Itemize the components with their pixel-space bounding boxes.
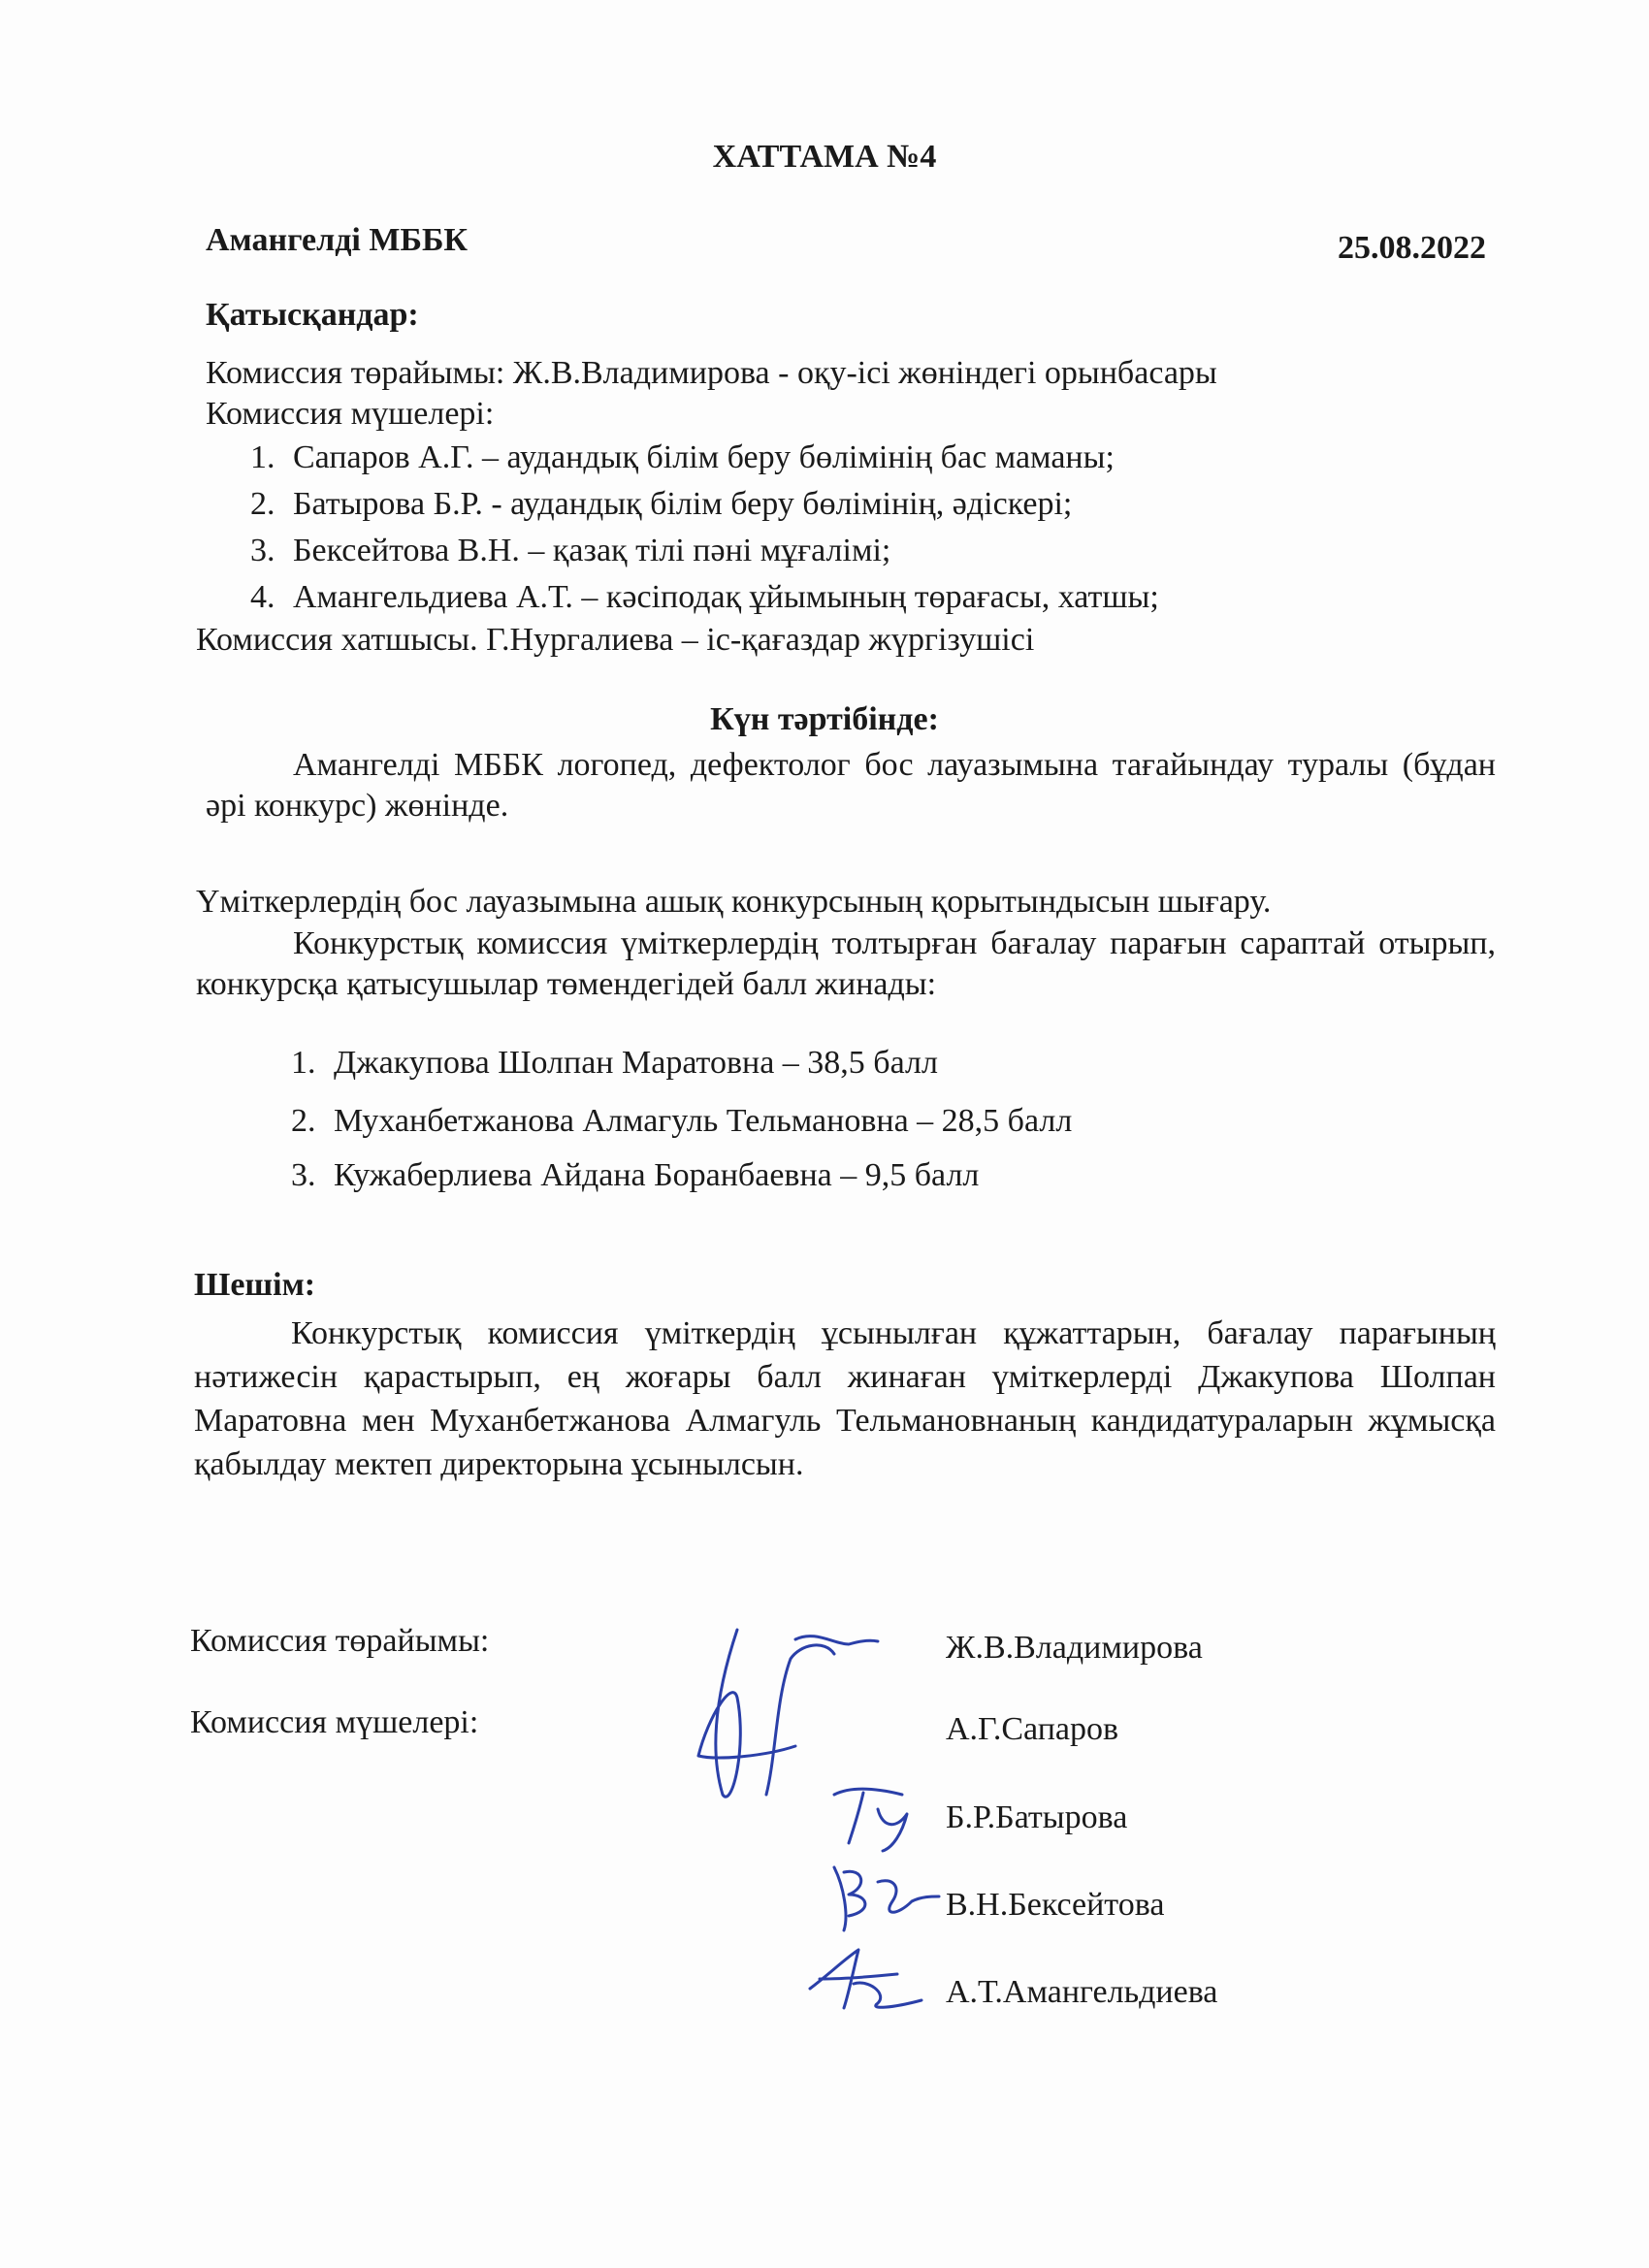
list-item-number: 4. (250, 579, 275, 615)
list-item-text: Муханбетжанова Алмагуль Тельмановна – 28,5 балл (334, 1103, 1073, 1139)
list-item-number: 3. (291, 1157, 316, 1193)
signatory-name: Ж.В.Владимирова (946, 1630, 1203, 1666)
organization-name: Амангелді МББК (206, 222, 469, 258)
signature-member-3-image (800, 1940, 936, 2018)
signature-member-1-image (824, 1775, 941, 1853)
list-item-text: Батырова Б.Р. - аудандық білім беру бөлімінің, әдіскері; (293, 486, 1073, 522)
signatory-name: А.Т.Амангельдиева (946, 1974, 1218, 2010)
commission-chair-line: Комиссия төрайымы: Ж.В.Владимирова - оқу-ісі жөніндегі орынбасары (206, 355, 1217, 391)
signatory-name: А.Г.Сапаров (946, 1711, 1119, 1747)
signatory-name: В.Н.Бексейтова (946, 1887, 1165, 1923)
list-item (250, 485, 1072, 524)
list-item-number: 2. (291, 1103, 316, 1139)
signature-member-2-image (824, 1858, 941, 1935)
document-title: ХАТТАМА №4 (712, 139, 937, 175)
list-item-number: 1. (250, 439, 275, 475)
signature-members-label: Комиссия мүшелері: (190, 1704, 479, 1740)
list-item (250, 438, 1115, 477)
list-item-text: Кужаберлиева Айдана Боранбаевна – 9,5 балл (334, 1157, 980, 1193)
list-item-text: Амангельдиева А.Т. – кәсіподақ ұйымының төрағасы, хатшы; (293, 579, 1159, 615)
list-item (250, 532, 890, 570)
agenda-paragraph-3: Конкурстық комиссия үміткерлердің толтырған бағалау парағын сараптай отырып, конкурсқа қатысушылар төмендегідей балл жинады: (196, 925, 1496, 1002)
list-item-number: 3. (250, 533, 275, 568)
agenda-paragraph-1: Амангелді МББК логопед, дефектолог бос лауазымына тағайындау туралы (бұдан әрі конкурс) жөнінде. (206, 747, 1496, 824)
list-item-text: Джакупова Шолпан Маратовна – 38,5 балл (334, 1045, 938, 1081)
signature-chair-label: Комиссия төрайымы: (190, 1623, 490, 1659)
list-item (291, 1044, 938, 1083)
decision-paragraph: Конкурстық комиссия үміткердің ұсынылған құжаттарын, бағалау парағының нәтижесін қарастырып, ең жоғары балл жинаған үміткерлерді Джакупова Шолпан Маратовна мен Муханбетжанова Алмагуль Тельмановнаның кандидатураларын жұмысқа қабылдау мектеп директорына ұсынылсын. (194, 1315, 1496, 1482)
agenda-paragraph-2: Үміткерлердің бос лауазымына ашық конкурсының қорытындысын шығару. (196, 884, 1272, 920)
decision-heading: Шешім: (194, 1267, 316, 1303)
list-item-number: 1. (291, 1045, 316, 1081)
list-item-text: Бексейтова В.Н. – қазақ тілі пәні мұғалімі; (293, 533, 891, 568)
document-date: 25.08.2022 (1338, 230, 1486, 266)
list-item (250, 578, 1159, 617)
agenda-heading: Күн тәртібінде: (710, 701, 939, 737)
list-item (291, 1102, 1072, 1141)
commission-members-heading: Комиссия мүшелері: (206, 396, 495, 432)
commission-secretary-line: Комиссия хатшысы. Г.Нургалиева – іс-қағаздар жүргізушісі (196, 622, 1035, 658)
participants-heading: Қатысқандар: (206, 297, 419, 333)
list-item (291, 1156, 979, 1195)
signatory-name: Б.Р.Батырова (946, 1799, 1128, 1835)
list-item-text: Сапаров А.Г. – аудандық білім беру бөлімінің бас маманы; (293, 439, 1115, 475)
list-item-number: 2. (250, 486, 275, 522)
